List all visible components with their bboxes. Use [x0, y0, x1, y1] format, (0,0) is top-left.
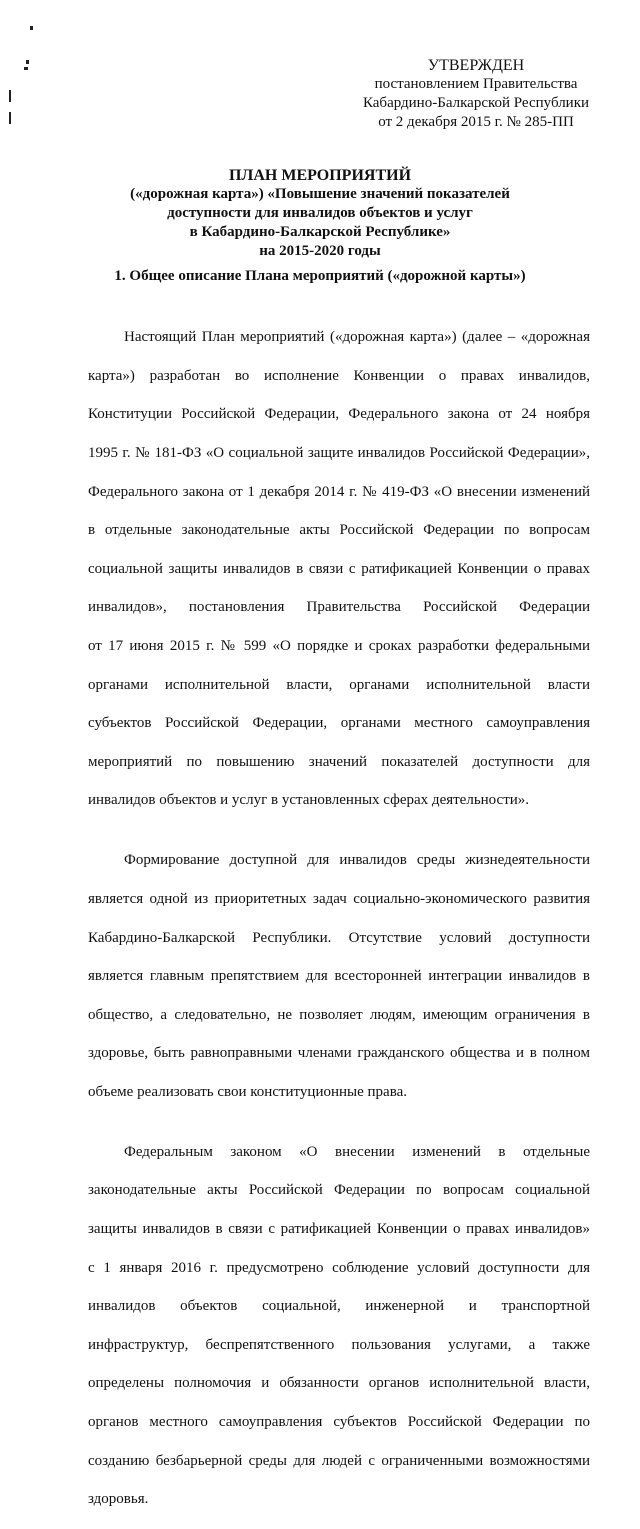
approval-stamp: [360, 56, 592, 132]
text-line: органов местного самоуправления субъектов Российской Федерации по: [88, 1413, 590, 1430]
section-title: 1. Общее описание Плана мероприятий («дорожной карты»): [114, 268, 526, 284]
paragraph: [88, 309, 590, 830]
text-line: объеме реализовать свои конституционные права.: [88, 1083, 407, 1100]
text-line: инвалидов», постановления Правительства Российской Федерации: [88, 599, 590, 616]
text-line: Федерального закона от 1 декабря 2014 г. № 419-ФЗ «О внесении изменений: [88, 483, 590, 500]
text-line: общество, а следовательно, не позволяет людям, имеющим ограничения в: [88, 1006, 590, 1023]
text-line: мероприятий по повышению значений показателей доступности для: [88, 753, 590, 770]
text-line: 1995 г. № 181-ФЗ «О социальной защите инвалидов Российской Федерации»,: [88, 445, 590, 462]
scan-mark: [26, 60, 29, 64]
plan-subtitle-line: доступности для инвалидов объектов и услуг: [167, 205, 473, 221]
text-line: определены полномочия и обязанности органов исполнительной власти,: [88, 1375, 590, 1392]
text-line: защиты инвалидов в связи с ратификацией Конвенции о правах инвалидов»: [88, 1220, 590, 1237]
text-line: Конституции Российской Федерации, Федерального закона от 24 ноября: [88, 406, 590, 423]
text-line: является главным препятствием для всесторонней интеграции инвалидов в: [88, 968, 590, 985]
plan-heading: [90, 166, 550, 261]
approval-line: от 2 декабря 2015 г. № 285-ПП: [378, 114, 574, 130]
text-line: инвалидов объектов и услуг в установленных сферах деятельности».: [88, 792, 530, 809]
plan-subtitle-line: («дорожная карта») «Повышение значений показателей: [130, 186, 510, 202]
paragraph: [88, 832, 590, 1121]
approval-line: Кабардино-Балкарской Республики: [362, 95, 590, 111]
text-line: инвалидов объектов социальной, инженерной и транспортной: [88, 1298, 590, 1315]
text-line: созданию безбарьерной среды для людей с ограниченными возможностями: [88, 1452, 590, 1469]
text-line: Федеральным законом «О внесении изменений в отдельные: [124, 1143, 590, 1160]
text-line: с 1 января 2016 г. предусмотрено соблюдение условий доступности для: [88, 1259, 590, 1276]
paragraph: [88, 1123, 590, 1528]
approval-line: постановлением Правительства: [374, 76, 578, 92]
plan-subtitle-line: в Кабардино-Балкарской Республике»: [189, 224, 451, 240]
scan-mark: [30, 26, 33, 30]
text-line: карта») разработан во исполнение Конвенции о правах инвалидов,: [88, 367, 590, 384]
document-body: [88, 309, 590, 1529]
text-line: Кабардино-Балкарской Республики. Отсутствие условий доступности: [88, 929, 590, 946]
text-line: социальной защиты инвалидов в связи с ратификацией Конвенции о правах: [88, 560, 590, 577]
text-line: от 17 июня 2015 г. № 599 «О порядке и сроках разработки федеральными: [88, 638, 590, 655]
plan-period: на 2015-2020 годы: [259, 243, 381, 259]
text-line: в отдельные законодательные акты Российской Федерации по вопросам: [88, 522, 590, 539]
text-line: законодательные акты Российской Федерации по вопросам социальной: [88, 1182, 590, 1199]
scan-mark: [9, 112, 11, 124]
scan-mark: [9, 90, 11, 102]
text-line: является одной из приоритетных задач социально-экономического развития: [88, 890, 590, 907]
text-line: здоровья.: [88, 1491, 149, 1508]
approval-title: УТВЕРЖДЕН: [427, 57, 525, 74]
text-line: инфраструктур, беспрепятственного пользования услугами, а также: [88, 1336, 590, 1353]
plan-title: ПЛАН МЕРОПРИЯТИЙ: [228, 167, 412, 184]
text-line: здоровье, быть равноправными членами гражданского общества и в полном: [88, 1045, 590, 1062]
text-line: субъектов Российской Федерации, органами местного самоуправления: [88, 715, 590, 732]
scan-mark: [24, 67, 28, 70]
text-line: Формирование доступной для инвалидов среды жизнедеятельности: [124, 852, 590, 869]
text-line: органами исполнительной власти, органами исполнительной власти: [88, 676, 590, 693]
text-line: Настоящий План мероприятий («дорожная карта») (далее – «дорожная: [124, 329, 590, 346]
